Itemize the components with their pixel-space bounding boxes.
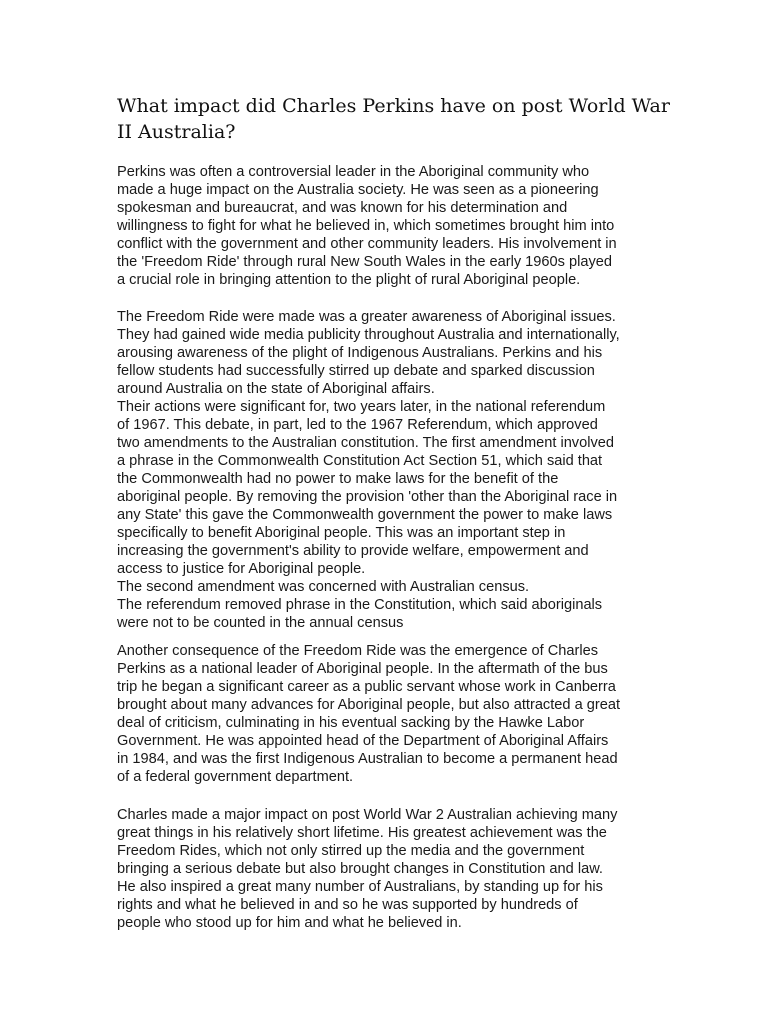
paragraph-line: access to justice for Aboriginal people. [117, 561, 366, 577]
paragraph-line: bringing a serious debate but also brought changes in Constitution and law. [117, 861, 603, 877]
paragraph-line: were not to be counted in the annual census [117, 615, 404, 631]
paragraph-line: great things in his relatively short lifetime. His greatest achievement was the [117, 825, 607, 841]
paragraph-line: willingness to fight for what he believed in, which sometimes brought him into [117, 218, 615, 234]
paragraph-line: brought about many advances for Aboriginal people, but also attracted a great [117, 697, 621, 713]
paragraph-line: aboriginal people. By removing the provision 'other than the Aboriginal race in [117, 489, 618, 505]
paragraph-line: around Australia on the state of Aboriginal affairs. [117, 381, 435, 397]
paragraph-line: spokesman and bureaucrat, and was known for his determination and [117, 200, 568, 216]
paragraph-line: of 1967. This debate, in part, led to the 1967 Referendum, which approved [117, 417, 598, 433]
paragraph-line: He also inspired a great many number of Australians, by standing up for his [117, 879, 603, 895]
paragraph-line: specifically to benefit Aboriginal people. This was an important step in [117, 525, 566, 541]
paragraph-3 [117, 642, 677, 786]
paragraph-line: people who stood up for him and what he believed in. [117, 915, 462, 931]
paragraph-line: deal of criticism, culminating in his eventual sacking by the Hawke Labor [117, 715, 585, 731]
paragraph-1 [117, 163, 677, 289]
paragraph-line: the Commonwealth had no power to make laws for the benefit of the [117, 471, 559, 487]
paragraph-line: Another consequence of the Freedom Ride was the emergence of Charles [117, 643, 599, 659]
paragraph-line: Charles made a major impact on post World War 2 Australian achieving many [117, 807, 618, 823]
paragraph-line: a phrase in the Commonwealth Constitution Act Section 51, which said that [117, 453, 603, 469]
paragraph-line: Their actions were significant for, two years later, in the national referendum [117, 399, 606, 415]
paragraph-line: Perkins was often a controversial leader in the Aboriginal community who [117, 164, 590, 180]
paragraph-line: the 'Freedom Ride' through rural New South Wales in the early 1960s played [117, 254, 612, 270]
paragraph-line: arousing awareness of the plight of Indigenous Australians. Perkins and his [117, 345, 603, 361]
paragraph-line: The referendum removed phrase in the Constitution, which said aboriginals [117, 597, 603, 613]
paragraph-line: They had gained wide media publicity throughout Australia and internationally, [117, 327, 620, 343]
paragraph-4 [117, 806, 677, 932]
paragraph-line: The Freedom Ride were made was a greater awareness of Aboriginal issues. [117, 309, 616, 325]
paragraph-line: in 1984, and was the first Indigenous Australian to become a permanent head [117, 751, 618, 767]
paragraph-line: a crucial role in bringing attention to the plight of rural Aboriginal people. [117, 272, 581, 288]
paragraph-2 [117, 308, 677, 632]
paragraph-line: two amendments to the Australian constitution. The first amendment involved [117, 435, 614, 451]
paragraph-line: rights and what he believed in and so he was supported by hundreds of [117, 897, 578, 913]
paragraph-line: fellow students had successfully stirred up debate and sparked discussion [117, 363, 595, 379]
paragraph-line: any State' this gave the Commonwealth government the power to make laws [117, 507, 613, 523]
paragraph-line: Freedom Rides, which not only stirred up the media and the government [117, 843, 585, 859]
paragraph-line: trip he began a significant career as a public servant whose work in Canberra [117, 679, 616, 695]
paragraph-line: conflict with the government and other community leaders. His involvement in [117, 236, 617, 252]
document-title: What impact did Charles Perkins have on post World War II Australia? [117, 95, 670, 143]
paragraph-line: Perkins as a national leader of Aboriginal people. In the aftermath of the bus [117, 661, 608, 677]
paragraph-line: Government. He was appointed head of the Department of Aboriginal Affairs [117, 733, 609, 749]
paragraph-line: increasing the government's ability to provide welfare, empowerment and [117, 543, 589, 559]
paragraph-line: The second amendment was concerned with Australian census. [117, 579, 530, 595]
paragraph-line: made a huge impact on the Australia society. He was seen as a pioneering [117, 182, 599, 198]
paragraph-line: of a federal government department. [117, 769, 354, 785]
